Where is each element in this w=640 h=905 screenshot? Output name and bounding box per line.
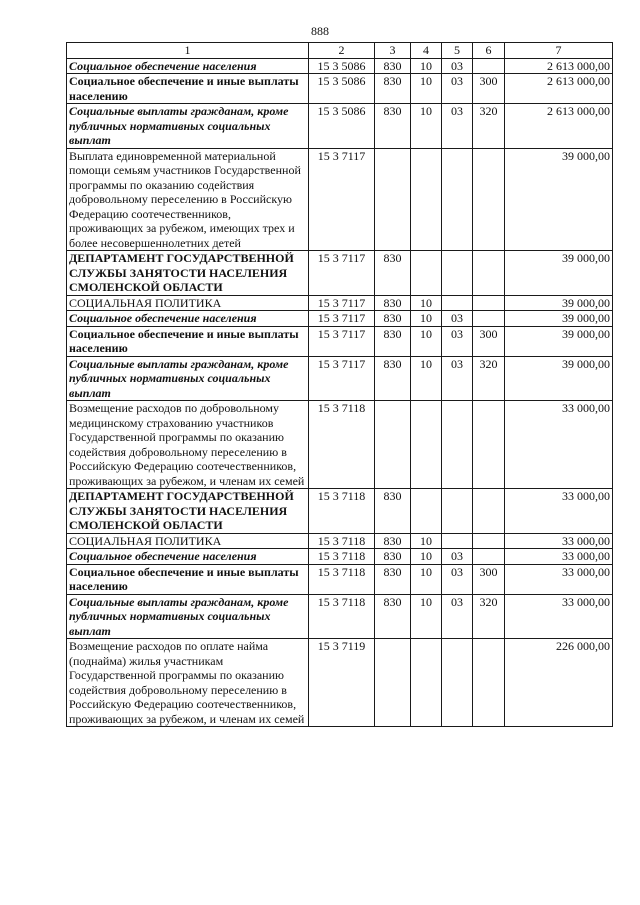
- row-target-code: 15 3 7117: [309, 251, 375, 296]
- header-row: [67, 43, 613, 59]
- row-section: [411, 639, 442, 727]
- row-amount: 39 000,00: [505, 326, 613, 356]
- row-target-code: 15 3 5086: [309, 74, 375, 104]
- row-amount: 33 000,00: [505, 594, 613, 639]
- row-target-code: 15 3 7117: [309, 356, 375, 401]
- table-row: [67, 594, 613, 639]
- row-amount: 2 613 000,00: [505, 74, 613, 104]
- row-name: СОЦИАЛЬНАЯ ПОЛИТИКА: [67, 533, 309, 549]
- header-col-6: 6: [473, 43, 505, 59]
- row-section: [411, 148, 442, 251]
- row-amount: 226 000,00: [505, 639, 613, 727]
- row-admin-code: 830: [375, 489, 411, 534]
- row-subsection: 03: [442, 74, 473, 104]
- row-subsection: 03: [442, 356, 473, 401]
- row-section: 10: [411, 326, 442, 356]
- row-name: Социальное обеспечение населения: [67, 58, 309, 74]
- row-expense-type: [473, 489, 505, 534]
- row-name: СОЦИАЛЬНАЯ ПОЛИТИКА: [67, 295, 309, 311]
- table-row: [67, 549, 613, 565]
- row-admin-code: [375, 639, 411, 727]
- row-target-code: 15 3 7118: [309, 594, 375, 639]
- row-name: Социальные выплаты гражданам, кроме публичных нормативных социальных выплат: [67, 594, 309, 639]
- row-section: 10: [411, 594, 442, 639]
- row-amount: 39 000,00: [505, 251, 613, 296]
- row-amount: 2 613 000,00: [505, 58, 613, 74]
- table-row: [67, 104, 613, 149]
- row-section: 10: [411, 74, 442, 104]
- row-expense-type: 300: [473, 564, 505, 594]
- row-expense-type: [473, 295, 505, 311]
- row-amount: 33 000,00: [505, 564, 613, 594]
- row-section: 10: [411, 311, 442, 327]
- row-expense-type: 320: [473, 104, 505, 149]
- row-admin-code: 830: [375, 295, 411, 311]
- row-amount: 39 000,00: [505, 148, 613, 251]
- row-section: 10: [411, 533, 442, 549]
- row-admin-code: 830: [375, 594, 411, 639]
- table-row: [67, 326, 613, 356]
- row-name: Социальное обеспечение и иные выплаты населению: [67, 326, 309, 356]
- row-admin-code: [375, 148, 411, 251]
- table-row: [67, 58, 613, 74]
- row-target-code: 15 3 7117: [309, 311, 375, 327]
- row-expense-type: [473, 311, 505, 327]
- row-amount: 33 000,00: [505, 489, 613, 534]
- row-subsection: 03: [442, 326, 473, 356]
- budget-table: [66, 42, 613, 727]
- row-subsection: [442, 533, 473, 549]
- row-expense-type: [473, 639, 505, 727]
- row-admin-code: 830: [375, 251, 411, 296]
- table-row: [67, 489, 613, 534]
- row-name: ДЕПАРТАМЕНТ ГОСУДАРСТВЕННОЙ СЛУЖБЫ ЗАНЯТОСТИ НАСЕЛЕНИЯ СМОЛЕНСКОЙ ОБЛАСТИ: [67, 251, 309, 296]
- row-expense-type: [473, 251, 505, 296]
- row-expense-type: [473, 533, 505, 549]
- row-expense-type: 300: [473, 74, 505, 104]
- header-col-2: 2: [309, 43, 375, 59]
- row-subsection: [442, 295, 473, 311]
- row-target-code: 15 3 7118: [309, 401, 375, 489]
- row-amount: 33 000,00: [505, 549, 613, 565]
- header-col-5: 5: [442, 43, 473, 59]
- row-section: [411, 489, 442, 534]
- row-subsection: 03: [442, 311, 473, 327]
- row-expense-type: [473, 401, 505, 489]
- row-section: 10: [411, 58, 442, 74]
- row-admin-code: 830: [375, 58, 411, 74]
- row-name: Социальное обеспечение населения: [67, 311, 309, 327]
- table-row: [67, 639, 613, 727]
- row-section: 10: [411, 104, 442, 149]
- row-amount: 39 000,00: [505, 356, 613, 401]
- row-amount: 39 000,00: [505, 295, 613, 311]
- row-admin-code: 830: [375, 104, 411, 149]
- row-subsection: [442, 148, 473, 251]
- row-target-code: 15 3 7118: [309, 564, 375, 594]
- row-expense-type: [473, 58, 505, 74]
- row-name: Возмещение расходов по добровольному медицинскому страхованию участников Государственной программы по оказанию содействия добровольному переселению в Российскую Федерацию соотечественников, проживающих за рубежом, и членам их семей: [67, 401, 309, 489]
- row-section: 10: [411, 356, 442, 401]
- row-subsection: 03: [442, 549, 473, 565]
- row-admin-code: 830: [375, 74, 411, 104]
- row-section: 10: [411, 295, 442, 311]
- table-row: [67, 74, 613, 104]
- row-section: 10: [411, 549, 442, 565]
- row-target-code: 15 3 7117: [309, 148, 375, 251]
- row-admin-code: 830: [375, 356, 411, 401]
- row-amount: 2 613 000,00: [505, 104, 613, 149]
- table-row: [67, 356, 613, 401]
- header-col-4: 4: [411, 43, 442, 59]
- page-number: 888: [311, 24, 329, 38]
- row-target-code: 15 3 7118: [309, 489, 375, 534]
- row-name: Социальные выплаты гражданам, кроме публичных нормативных социальных выплат: [67, 104, 309, 149]
- row-admin-code: 830: [375, 326, 411, 356]
- row-admin-code: 830: [375, 311, 411, 327]
- row-target-code: 15 3 7118: [309, 549, 375, 565]
- row-target-code: 15 3 7117: [309, 295, 375, 311]
- row-target-code: 15 3 7117: [309, 326, 375, 356]
- table-row: [67, 251, 613, 296]
- row-section: [411, 401, 442, 489]
- table-row: [67, 148, 613, 251]
- row-admin-code: [375, 401, 411, 489]
- row-name: Социальное обеспечение и иные выплаты населению: [67, 74, 309, 104]
- row-subsection: [442, 639, 473, 727]
- row-target-code: 15 3 7118: [309, 533, 375, 549]
- header-col-3: 3: [375, 43, 411, 59]
- row-subsection: [442, 401, 473, 489]
- row-target-code: 15 3 5086: [309, 104, 375, 149]
- row-expense-type: 320: [473, 356, 505, 401]
- row-target-code: 15 3 7119: [309, 639, 375, 727]
- row-admin-code: 830: [375, 549, 411, 565]
- row-admin-code: 830: [375, 533, 411, 549]
- row-subsection: 03: [442, 104, 473, 149]
- table-row: [67, 311, 613, 327]
- header-col-7: 7: [505, 43, 613, 59]
- row-expense-type: [473, 549, 505, 565]
- row-name: Возмещение расходов по оплате найма (поднайма) жилья участникам Государственной программы по оказанию содействия добровольному переселению в Российскую Федерацию соотечественников, проживающих за рубежом, и членам их семей: [67, 639, 309, 727]
- table-row: [67, 564, 613, 594]
- row-name: Социальное обеспечение и иные выплаты населению: [67, 564, 309, 594]
- row-expense-type: [473, 148, 505, 251]
- row-admin-code: 830: [375, 564, 411, 594]
- row-name: ДЕПАРТАМЕНТ ГОСУДАРСТВЕННОЙ СЛУЖБЫ ЗАНЯТОСТИ НАСЕЛЕНИЯ СМОЛЕНСКОЙ ОБЛАСТИ: [67, 489, 309, 534]
- row-section: [411, 251, 442, 296]
- table-row: [67, 401, 613, 489]
- row-amount: 39 000,00: [505, 311, 613, 327]
- table-row: [67, 533, 613, 549]
- row-subsection: 03: [442, 564, 473, 594]
- row-amount: 33 000,00: [505, 401, 613, 489]
- row-subsection: 03: [442, 594, 473, 639]
- row-subsection: 03: [442, 58, 473, 74]
- row-target-code: 15 3 5086: [309, 58, 375, 74]
- row-subsection: [442, 251, 473, 296]
- row-amount: 33 000,00: [505, 533, 613, 549]
- row-name: Социальные выплаты гражданам, кроме публичных нормативных социальных выплат: [67, 356, 309, 401]
- row-name: Социальное обеспечение населения: [67, 549, 309, 565]
- header-col-1: 1: [67, 43, 309, 59]
- row-section: 10: [411, 564, 442, 594]
- row-expense-type: 320: [473, 594, 505, 639]
- row-expense-type: 300: [473, 326, 505, 356]
- row-name: Выплата единовременной материальной помощи семьям участников Государственной программы по оказанию содействия добровольному переселению в Российскую Федерацию соотечественников, проживающих за рубежом, имеющих трех и более несовершеннолетних детей: [67, 148, 309, 251]
- table-row: [67, 295, 613, 311]
- row-subsection: [442, 489, 473, 534]
